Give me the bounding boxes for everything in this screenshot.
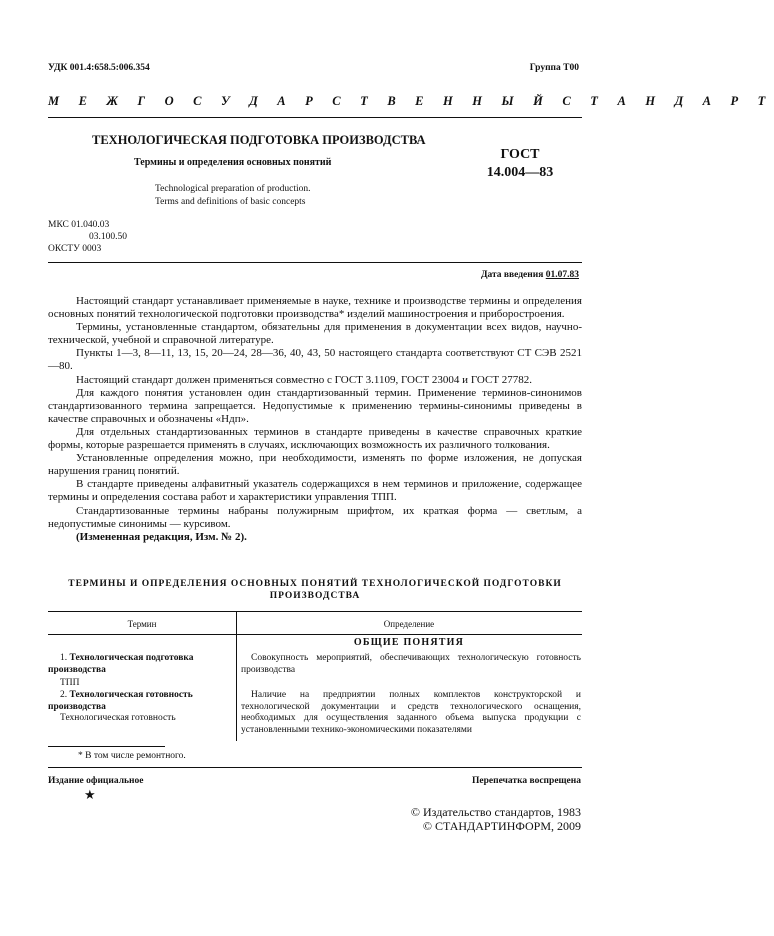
term-number: 2.: [60, 690, 70, 700]
english-title: [155, 183, 375, 209]
footer-rule: [48, 767, 582, 768]
paragraph: В стандарте приведены алфавитный указатель содержащихся в нем терминов и приложение, содержащее термины и определения состава работ и характеристики управления ТПП.: [48, 478, 582, 504]
paragraph: Установленные определения можно, при необходимости, изменять по форме изложения, не допуская нарушения границ понятий.: [48, 452, 582, 478]
table-header-rule: [48, 634, 582, 635]
header-rule: [48, 117, 582, 118]
document-title: ТЕХНОЛОГИЧЕСКАЯ ПОДГОТОВКА ПРОИЗВОДСТВА: [92, 133, 426, 147]
gost-label: ГОСТ: [500, 147, 540, 162]
reprint-notice: Перепечатка воспрещена: [471, 776, 581, 786]
english-title-line-1: Technological preparation of production.: [155, 184, 311, 194]
amendment-note: (Измененная редакция, Изм. № 2).: [76, 530, 247, 543]
paragraph: Для каждого понятия установлен один стандартизованный термин. Применение терминов-синонимов стандартизованного термина запрещается. Недопустимые к применению термины-синонимы приведены в качестве справочных и обозначены «Ндп».: [48, 386, 582, 425]
introduction-date: [481, 270, 579, 280]
paragraph: Настоящий стандарт должен применяться совместно с ГОСТ 3.1109, ГОСТ 23004 и ГОСТ 27782.: [76, 373, 533, 386]
body-text: [48, 295, 582, 544]
copyright-line-1: © Издательство стандартов, 1983: [410, 805, 581, 819]
mks-code-2: 03.100.50: [89, 232, 127, 242]
gost-number: [480, 146, 560, 182]
udc-code: УДК 001.4:658.5:006.354: [48, 63, 150, 73]
column-header-definition: Определение: [383, 619, 435, 629]
paragraph: Стандартизованные термины набраны полужирным шрифтом, их краткая форма — светлым, а недопустимые синонимы — курсивом.: [48, 504, 582, 530]
footnote-rule: [48, 746, 165, 747]
term-number: 1.: [60, 653, 70, 663]
introduction-date-value: 01.07.83: [545, 270, 579, 280]
document-subtitle: Термины и определения основных понятий: [134, 157, 332, 168]
star-icon: ★: [84, 787, 96, 802]
gost-code: 14.004—83: [486, 165, 554, 180]
term-name: Технологическая готовность производства: [48, 690, 193, 712]
copyright-line-2: © СТАНДАРТИНФОРМ, 2009: [422, 819, 581, 833]
table-row-definition: Наличие на предприятии полных комплектов конструкторской и технологической документации и средств технологического оснащения, необходимых для осуществления заданного объема выпуска продукции с установленными технико-экономическими показателями: [241, 690, 581, 735]
okstu-code: ОКСТУ 0003: [48, 244, 102, 254]
section-title: ТЕРМИНЫ И ОПРЕДЕЛЕНИЯ ОСНОВНЫХ ПОНЯТИЙ ТЕХНОЛОГИЧЕСКОЙ ПОДГОТОВКИ ПРОИЗВОДСТВА: [68, 579, 562, 601]
codes-rule: [48, 262, 582, 263]
paragraph: Пункты 1—3, 8—11, 13, 15, 20—24, 28—36, 40, 43, 50 настоящего стандарта соответствуют СТ СЭВ 2521—80.: [48, 347, 582, 373]
table-top-rule: [48, 611, 582, 612]
table-column-divider: [236, 611, 237, 741]
mks-code-1: МКС 01.040.03: [48, 220, 110, 230]
term-short-form: ТПП: [60, 678, 80, 688]
paragraph: Для отдельных стандартизованных терминов в стандарте приведены в качестве справочных краткие формы, которые разрешается применять в случаях, исключающих возможность их различного толкования.: [48, 425, 582, 452]
term-short-form: Технологическая готовность: [60, 713, 176, 723]
copyright: [411, 805, 581, 833]
column-header-term: Термин: [127, 619, 157, 629]
standard-banner: М Е Ж Г О С У Д А Р С Т В Е Н Н Ы Й С Т А Н Д А Р Т: [48, 94, 774, 108]
english-title-line-2: Terms and definitions of basic concepts: [155, 197, 306, 207]
paragraph: Настоящий стандарт устанавливает применяемые в науке, технике и производстве термины и определения основных понятий технологической подготовки производства* изделий машиностроения и приборостроения.: [48, 295, 582, 321]
table-row-term: [48, 690, 232, 725]
introduction-date-label: Дата введения: [480, 270, 546, 280]
paragraph: Термины, установленные стандартом, обязательны для применения в документации всех видов, научно-технической, учебной и справочной литературе.: [48, 321, 582, 347]
footnote: * В том числе ремонтного.: [78, 751, 186, 761]
term-name: Технологическая подготовка производства: [48, 653, 194, 675]
group-heading: ОБЩИЕ ПОНЯТИЯ: [353, 637, 465, 648]
group-code: Группа Т00: [529, 63, 579, 73]
table-row-definition: Совокупность мероприятий, обеспечивающих технологическую готовность производства: [241, 653, 581, 675]
table-row-term: [48, 653, 232, 690]
classification-codes: [48, 219, 127, 255]
official-edition: Издание официальное: [48, 776, 144, 786]
